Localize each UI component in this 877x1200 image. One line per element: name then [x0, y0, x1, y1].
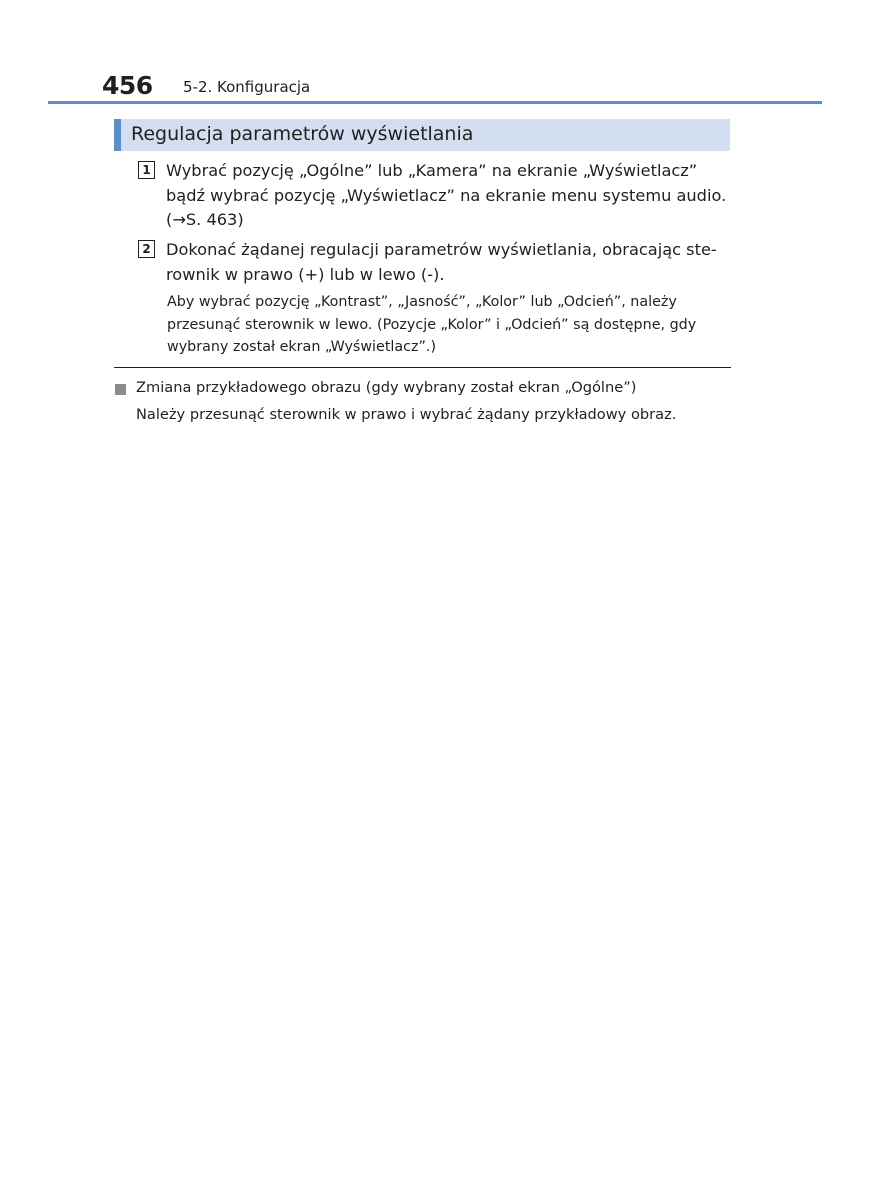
section-heading-title: Regulacja parametrów wyświetlania: [131, 123, 474, 145]
section-divider: [114, 367, 731, 368]
step-text: [166, 159, 731, 233]
info-title: Zmiana przykładowego obrazu (gdy wybrany został ekran „Ogólne”): [136, 379, 637, 396]
step-number-box: 1: [138, 161, 155, 179]
page-number: 456: [102, 71, 153, 100]
page-header: [0, 0, 877, 106]
step-note: [167, 291, 732, 359]
header-rule: [48, 101, 822, 104]
step-text-line: bądź wybrać pozycję „Wyświetlacz” na ekranie menu systemu audio.: [166, 185, 727, 205]
section-heading: [114, 119, 730, 151]
step-text-line: Dokonać żądanej regulacji parametrów wyświetlania, obracając ste-: [166, 240, 717, 259]
note-line: przesunąć sterownik w lewo. (Pozycje „Kolor” i „Odcień” są dostępne, gdy: [167, 316, 697, 333]
note-line: Aby wybrać pozycję „Kontrast”, „Jasność”, „Kolor” lub „Odcień”, należy: [167, 294, 677, 310]
step-number-box: 2: [138, 240, 155, 258]
bullet-square-icon: [115, 384, 126, 395]
note-line: wybrany został ekran „Wyświetlacz”.): [167, 339, 437, 355]
heading-accent-bar: [114, 119, 121, 151]
step-text: [166, 238, 731, 287]
step-text-line: Wybrać pozycję „Ogólne” lub „Kamera” na ekranie „Wyświetlacz”: [166, 161, 698, 180]
section-label: 5-2. Konfiguracja: [183, 78, 311, 96]
step-text-line: rownik w prawo (+) lub w lewo (-).: [166, 264, 445, 284]
info-body: Należy przesunąć sterownik w prawo i wybrać żądany przykładowy obraz.: [136, 406, 677, 423]
step-text-line: (→S. 463): [166, 210, 244, 229]
